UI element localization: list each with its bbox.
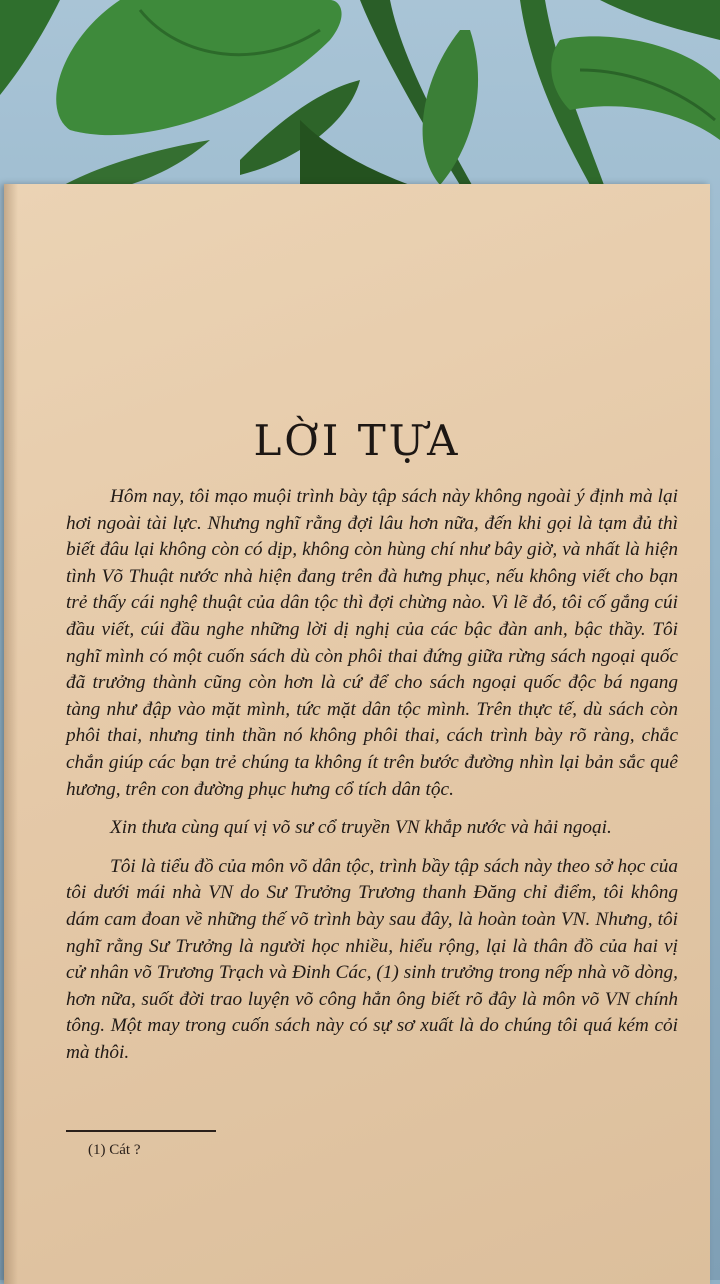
paragraph-1: Hôm nay, tôi mạo muội trình bày tập sách này không ngoài ý định mà lại hơi ngoài tài lực. Nhưng nghĩ rằng đợi lâu hơn nữa, đến khi gọi là tạm đủ thì biết đâu lại không còn có dịp, không còn hùng chí như bây giờ, và nhất là hiện tình Võ Thuật nước nhà hiện đang trên đà hưng phục, nếu không viết cho bạn trẻ thấy cái nghệ thuật của dân tộc thì đợi chừng nào. Vì lẽ đó, tôi cố gắng cúi đầu viết, cúi đầu nghe những lời dị nghị của các bậc đàn anh, bậc thầy. Tôi nghĩ mình có một cuốn sách dù còn phôi thai đứng giữa rừng sách ngoại quốc đã trưởng thành cũng còn hơn là cứ để cho sách ngoại quốc độc bá ngang tàng như đập vào mặt mình, tức mặt dân tộc mình. Trên thực tế, dù sách còn phôi thai, nhưng tinh thần nó không phôi thai, cách trình bày rõ ràng, chắc chắn giúp các bạn trẻ chúng ta không ít trên bước đường nhìn lại bản sắc quê hương, trên con đường phục hưng cổ tích dân tộc.: [66, 486, 678, 800]
book-page: [4, 184, 710, 1284]
body-text: [66, 484, 678, 1078]
paragraph-2: Xin thưa cùng quí vị võ sư cổ truyền VN khắp nước và hải ngoại.: [110, 817, 612, 839]
footnote-divider: [66, 1130, 216, 1132]
paragraph-3: Tôi là tiểu đồ của môn võ dân tộc, trình bầy tập sách này theo sở học của tôi dưới mái nhà VN do Sư Trưởng Trương thanh Đăng chỉ điểm, tôi không dám cam đoan về những thế võ trình bày sau đây, là hoàn toàn VN. Nhưng, tôi nghĩ rằng Sư Trưởng là người học nhiều, hiểu rộng, lại là thân đồ của hai vị cử nhân võ Trương Trạch và Đinh Các, (1) sinh trưởng trong nếp nhà võ dòng, hơn nữa, suốt đời trao luyện võ công hẳn ông biết rõ đây là môn võ VN chính tông. Một may trong cuốn sách này có sự sơ xuất là do chúng tôi quá kém cỏi mà thôi.: [66, 855, 678, 1063]
page-title: LỜI TỰA: [253, 416, 461, 465]
footnote: (1) Cát ?: [88, 1142, 141, 1158]
